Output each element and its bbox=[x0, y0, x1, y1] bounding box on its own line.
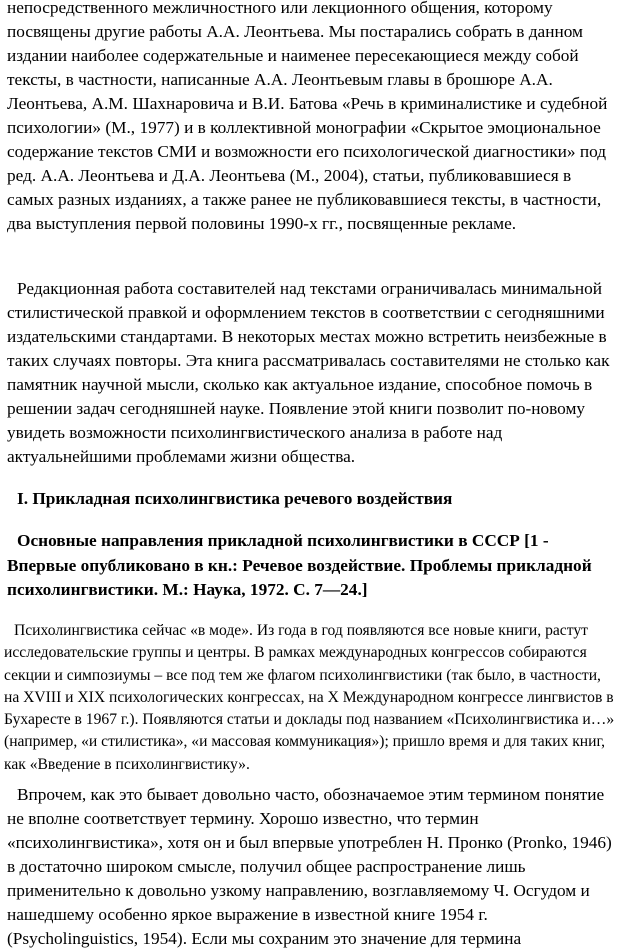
paragraph-term-meaning: Впрочем, как это бывает довольно часто, обозначаемое этим термином понятие не вполне соответствует термину. Хорошо известно, что термин «психолингвистика», хотя он и был впервые употреблен Н. Пронко (Pronko, 1946) в достаточно широком смысле, получил общее распространение лишь применительно к довольно узкому направлению, возглавляемому Ч. Осгудом и нашедшему особенно яркое выражение в известной книге 1954 г. (Psycholinguistics, 1954). Если мы сохраним это значение для термина bbox=[7, 785, 612, 948]
section-heading: I. Прикладная психолингвистика речевого воздействия bbox=[17, 489, 453, 508]
paragraph-intro-continued: непосредственного межличностного или лекционного общения, которому посвящены другие работы А.А. Леонтьева. Мы постарались собрать в данном издании наиболее содержательные и наименее пересекающиеся между собой тексты, в частности, написанные А.А. Леонтьевым главы в брошюре А.А. Леонтьева, А.М. Шахнаровича и В.И. Батова «Речь в криминалистике и судебной психологии» (М., 1977) и в коллективной монографии «Скрытое эмоциональное содержание текстов СМИ и возможности его психологической диагностики» под ред. А.А. Леонтьева и Д.А. Леонтьева (М., 2004), статьи, публиковавшиеся в самых разных изданиях, а также ранее не публиковавшиеся тексты, в частности, два выступления первой половины 1990-х гг., посвященные рекламе. bbox=[7, 0, 608, 233]
paragraph-editorial-work: Редакционная работа составителей над текстами ограничивалась минимальной стилистической правкой и оформлением текстов в соответствии с сегодняшними издательскими стандартами. В некоторых местах можно встретить неизбежные в таких случаях повторы. Эта книга рассматривалась составителями не столько как памятник научной мысли, сколько как актуальное издание, способное помочь в решении задач сегодняшней науке. Появление этой книги позволит по-новому увидеть возможности психолингвистического анализа в работе над актуальнейшими проблемами жизни общества. bbox=[7, 279, 610, 466]
paragraph-psycholinguistics-fashion: Психолингвистика сейчас «в моде». Из года в год появляются все новые книги, растут исследовательские группы и центры. В рамках международных конгрессов собираются секции и симпозиумы – все под тем же флагом психолингвистики (так было, в частности, на XVIII и XIX психологических конгрессах, на X Международном конгрессе лингвистов в Бухаресте в 1967 г.). Появляются статьи и доклады под названием «Психолингвистика и…» (например, «и стилистика», «и массовая коммуникация»); пришло время и для таких книг, как «Введение в психолингвистику». bbox=[4, 622, 615, 773]
chapter-heading: Основные направления прикладной психолингвистики в СССР [1 - Впервые опубликовано в кн.: Речевое воздействие. Проблемы прикладной психолингвистики. М.: Наука, 1972. С. 7—24.] bbox=[7, 531, 592, 599]
